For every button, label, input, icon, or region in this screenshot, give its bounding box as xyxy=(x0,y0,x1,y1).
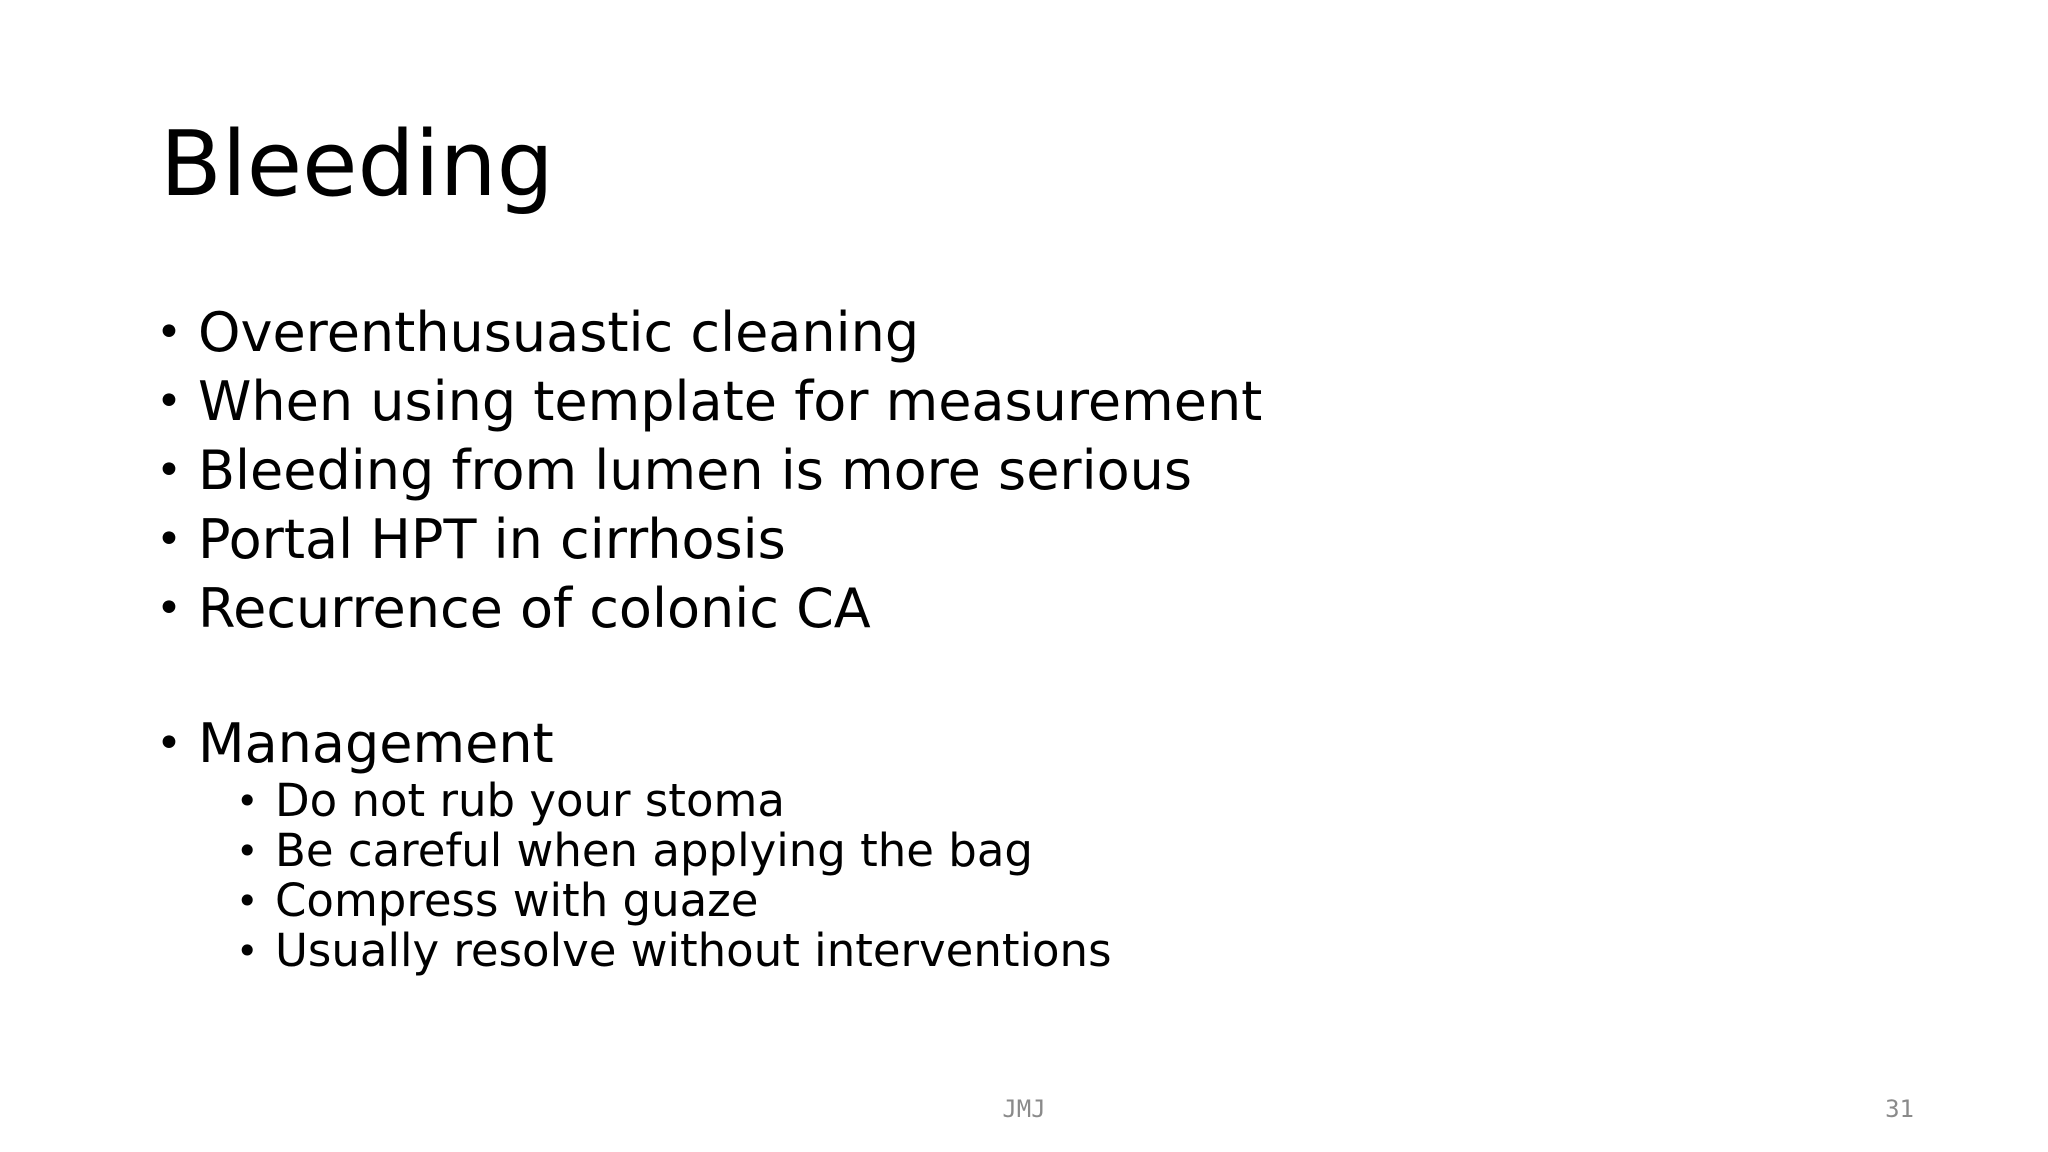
bullet-item: • When using template for measurement xyxy=(152,367,1752,436)
sub-bullet-item: • Be careful when applying the bag xyxy=(198,826,1752,876)
management-sub-list xyxy=(198,776,1752,976)
bullet-item: • Bleeding from lumen is more serious xyxy=(152,436,1752,505)
bullet-item: • Overenthusuastic cleaning xyxy=(152,298,1752,367)
footer-text: JMJ xyxy=(1002,1095,1046,1123)
bullet-list xyxy=(152,298,1752,976)
management-bullet xyxy=(152,709,1752,976)
bullet-item: • Portal HPT in cirrhosis xyxy=(152,505,1752,574)
bullet-item: • Recurrence of colonic CA xyxy=(152,574,1752,643)
sub-bullet-item: • Do not rub your stoma xyxy=(198,776,1752,826)
management-label: Management xyxy=(198,712,554,775)
sub-bullet-item: • Compress with guaze xyxy=(198,876,1752,926)
slide-title: Bleeding xyxy=(160,112,554,217)
page-number: 31 xyxy=(1885,1095,1914,1123)
sub-bullet-item: • Usually resolve without interventions xyxy=(198,926,1752,976)
